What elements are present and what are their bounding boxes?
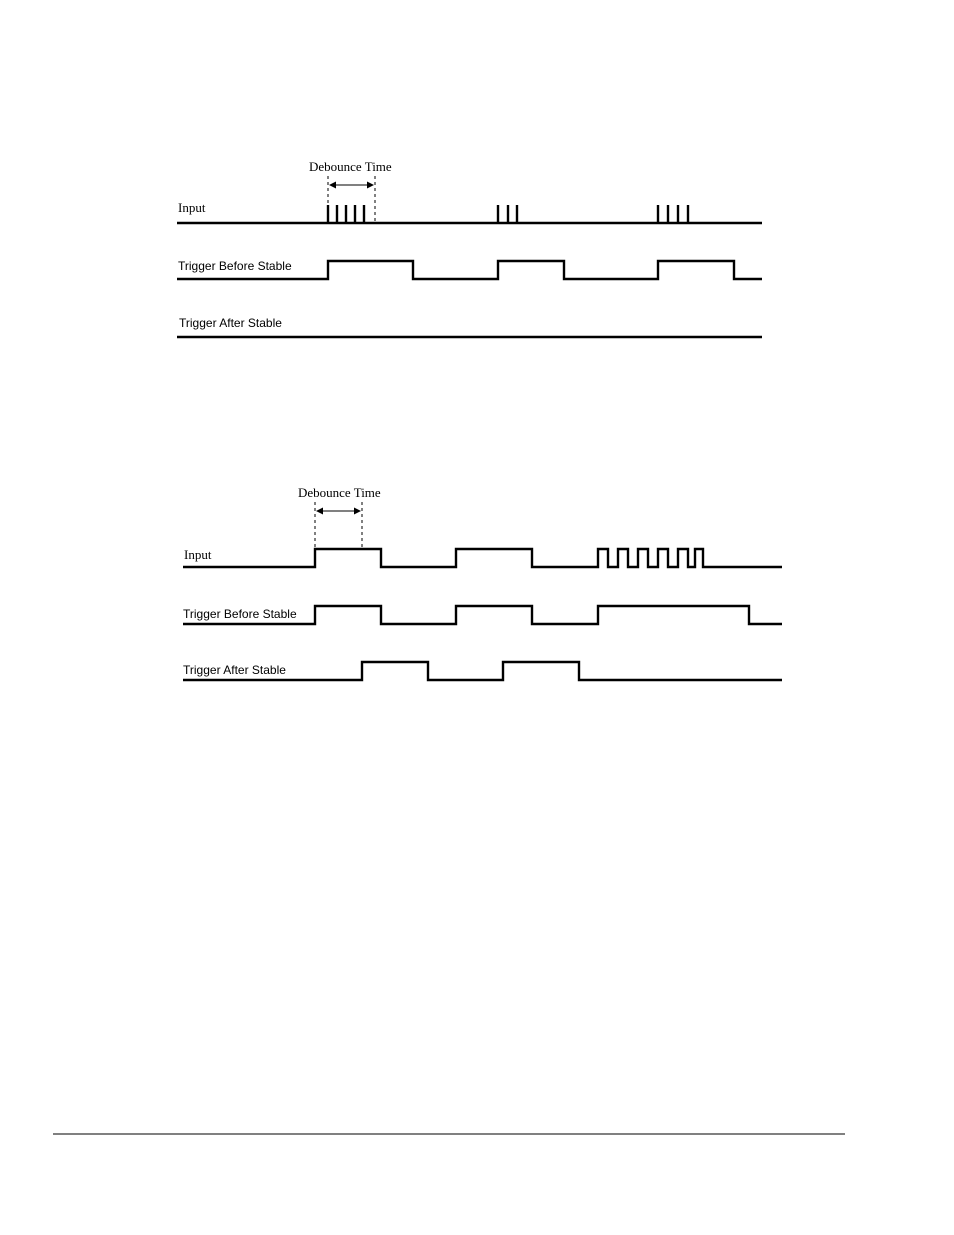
arrow-left-icon <box>316 508 323 515</box>
input-waveform <box>177 205 762 223</box>
timing-diagram-1 <box>177 159 762 337</box>
signal-label-input: Input <box>184 547 212 562</box>
input-waveform <box>183 549 782 567</box>
signal-label-trigger-before-stable: Trigger Before Stable <box>183 607 297 621</box>
debounce-time-label: Debounce Time <box>309 159 392 174</box>
signal-label-trigger-after-stable: Trigger After Stable <box>183 663 286 677</box>
signal-label-trigger-before-stable: Trigger Before Stable <box>178 259 292 273</box>
arrow-right-icon <box>367 182 374 189</box>
timing-diagram-2 <box>183 485 782 680</box>
signal-label-trigger-after-stable: Trigger After Stable <box>179 316 282 330</box>
debounce-time-label: Debounce Time <box>298 485 381 500</box>
signal-label-input: Input <box>178 200 206 215</box>
arrow-right-icon <box>354 508 361 515</box>
arrow-left-icon <box>329 182 336 189</box>
